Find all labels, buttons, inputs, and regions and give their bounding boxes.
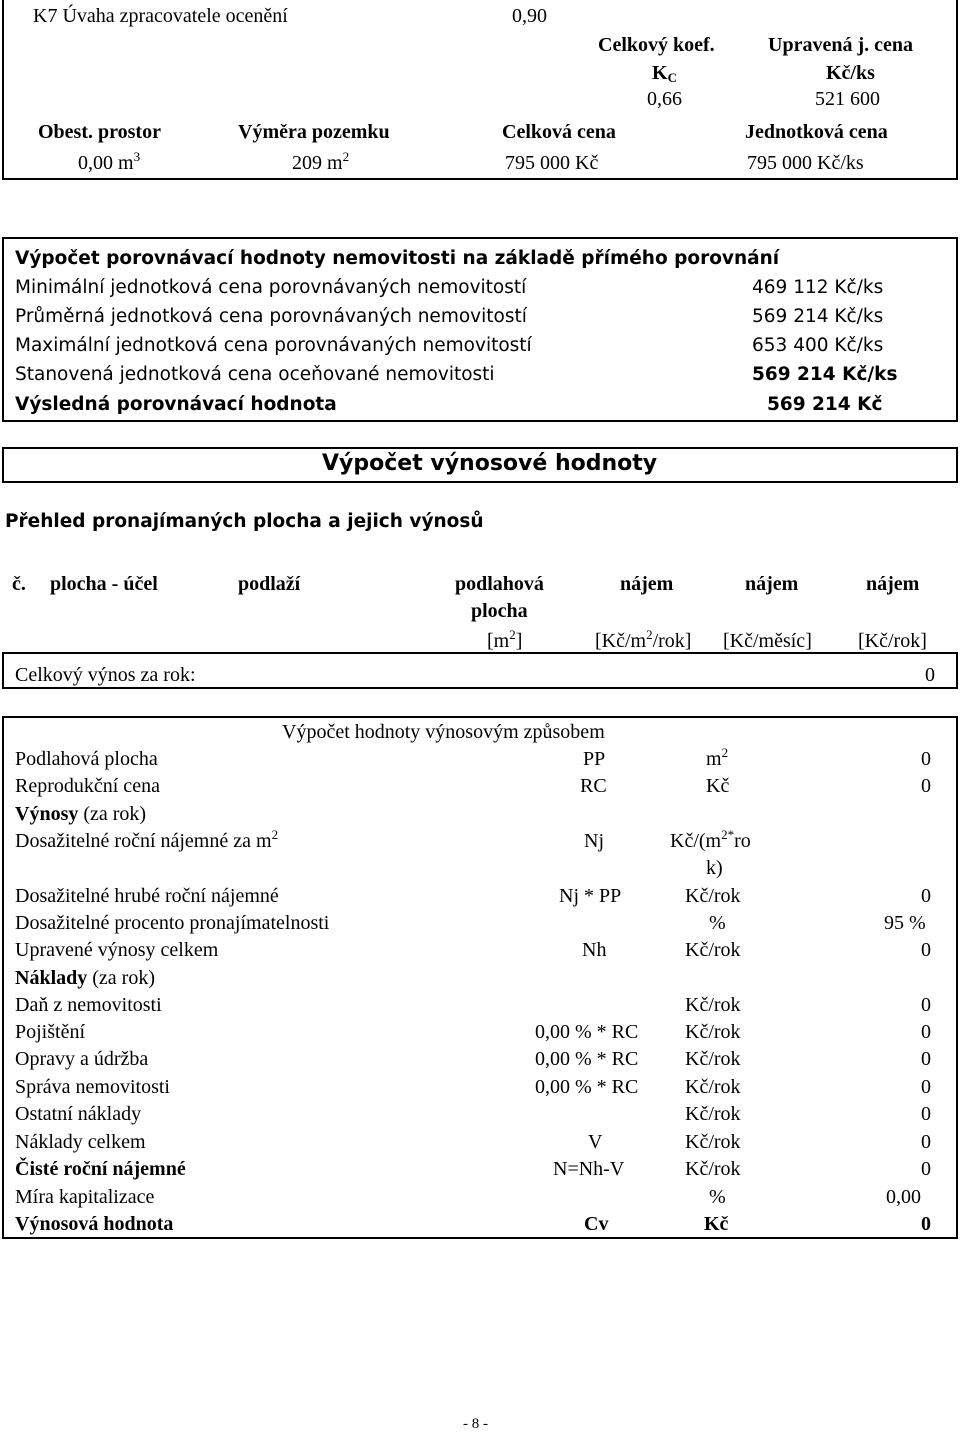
comparison-vysledna-value: 569 214 Kč (767, 394, 883, 415)
comparison-max-label: Maximální jednotková cena porovnávaných nemovitostí (15, 335, 532, 356)
celkova-cena-value: 795 000 Kč (505, 152, 599, 174)
col-header-plocha: plocha (471, 600, 528, 622)
total-income-value: 0 (925, 664, 935, 686)
col-header-najem-2: nájem (745, 573, 799, 595)
header-obest-prostor: Obest. prostor (38, 121, 161, 143)
k7-label: K7 Úvaha zpracovatele ocenění (33, 5, 288, 27)
row-sprava-label: Správa nemovitosti (15, 1076, 170, 1098)
k7-value: 0,90 (512, 5, 547, 27)
row-naklady-celkem-unit: Kč/rok (685, 1131, 741, 1153)
row-vynosova-hodnota-label: Výnosová hodnota (15, 1213, 174, 1235)
row-naklady-heading: Náklady (za rok) (15, 967, 155, 989)
row-hrube-najemne-label: Dosažitelné hrubé roční nájemné (15, 885, 279, 907)
row-pojisteni-label: Pojištění (15, 1021, 86, 1043)
comparison-avg-value: 569 214 Kč/ks (752, 306, 884, 327)
row-sprava-value: 0 (921, 1076, 931, 1098)
row-hrube-najemne-formula: Nj * PP (559, 885, 622, 907)
comparison-avg-label: Průměrná jednotková cena porovnávaných nemovitostí (15, 306, 527, 327)
income-method-title: Výpočet hodnoty výnosovým způsobem (282, 721, 605, 743)
comparison-vysledna-label: Výsledná porovnávací hodnota (15, 394, 337, 415)
row-podlahova-plocha-label: Podlahová plocha (15, 748, 158, 770)
top-box-right-border (956, 0, 958, 180)
comparison-max-value: 653 400 Kč/ks (752, 335, 884, 356)
row-opravy-unit: Kč/rok (685, 1048, 741, 1070)
row-sprava-unit: Kč/rok (685, 1076, 741, 1098)
col-header-najem-3: nájem (866, 573, 920, 595)
row-ciste-najemne-label: Čisté roční nájemné (15, 1158, 186, 1180)
col-header-najem-1: nájem (620, 573, 674, 595)
comparison-min-label: Minimální jednotková cena porovnávaných nemovitostí (15, 277, 527, 298)
row-opravy-value: 0 (921, 1048, 931, 1070)
obest-prostor-value: 0,00 $m^3$ (78, 149, 141, 174)
col-header-plocha-ucel: plocha - účel (50, 573, 158, 595)
row-upravene-vynosy-unit: Kč/rok (685, 939, 741, 961)
comparison-stanovena-label: Stanovená jednotková cena oceňované nemovitosti (15, 364, 495, 385)
row-dan-label: Daň z nemovitosti (15, 994, 162, 1016)
comparison-min-value: 469 112 Kč/ks (752, 277, 884, 298)
row-hrube-najemne-unit: Kč/rok (685, 885, 741, 907)
row-opravy-label: Opravy a údržba (15, 1048, 149, 1070)
row-dan-value: 0 (921, 994, 931, 1016)
row-pojisteni-unit: Kč/rok (685, 1021, 741, 1043)
row-najemne-za-m2-unit-line2: k) (706, 857, 723, 879)
row-najemne-za-m2-unit: $Kč/(m^{2*}ro$ (670, 827, 751, 852)
row-naklady-celkem-label: Náklady celkem (15, 1131, 146, 1153)
upravena-cena-unit: Kč/ks (826, 62, 875, 84)
row-opravy-formula: 0,00 % * RC (535, 1048, 639, 1070)
row-ostatni-naklady-value: 0 (921, 1103, 931, 1125)
col-header-podlahova: podlahová (455, 573, 544, 595)
row-ciste-najemne-value: 0 (921, 1158, 931, 1180)
row-hrube-najemne-value: 0 (921, 885, 931, 907)
row-procento-pronajimatelnosti-label: Dosažitelné procento pronajímatelnosti (15, 912, 330, 934)
header-celkova-cena: Celková cena (502, 121, 616, 143)
yield-heading: Výpočet výnosové hodnoty (322, 451, 658, 476)
row-dan-unit: Kč/rok (685, 994, 741, 1016)
row-mira-kapitalizace-label: Míra kapitalizace (15, 1186, 155, 1208)
row-naklady-celkem-formula: V (588, 1131, 603, 1153)
upravena-cena-value: 521 600 (815, 88, 880, 110)
row-pojisteni-formula: 0,00 % * RC (535, 1021, 639, 1043)
row-podlahova-plocha-formula: PP (583, 748, 606, 770)
row-ciste-najemne-unit: Kč/rok (685, 1158, 741, 1180)
page-number: - 8 - (463, 1416, 488, 1432)
row-reprodukcni-cena-label: Reprodukční cena (15, 775, 160, 797)
yield-subheading: Přehled pronajímaných plocha a jejich výnosů (5, 511, 484, 532)
header-jednotkova-cena: Jednotková cena (745, 121, 888, 143)
comparison-title: Výpočet porovnávací hodnoty nemovitosti na základě přímého porovnání (15, 248, 780, 269)
col-header-podlazi: podlaží (238, 573, 301, 595)
row-upravene-vynosy-formula: Nh (582, 939, 607, 961)
row-reprodukcni-cena-unit: Kč (706, 775, 730, 797)
row-podlahova-plocha-unit: $m^2$ (706, 745, 729, 770)
row-procento-pronajimatelnosti-unit: % (709, 912, 726, 934)
header-vymera-pozemku: Výměra pozemku (238, 121, 390, 143)
row-upravene-vynosy-label: Upravené výnosy celkem (15, 939, 219, 961)
row-vynosova-hodnota-formula: Cv (584, 1213, 609, 1235)
celkovy-koef-label: Celkový koef. (598, 34, 715, 56)
row-vynosova-hodnota-value: 0 (921, 1213, 931, 1235)
upravena-cena-label: Upravená j. cena (768, 34, 913, 56)
col-header-c: č. (12, 573, 26, 595)
row-podlahova-plocha-value: 0 (921, 748, 931, 770)
row-najemne-za-m2-label: Dosažitelné roční nájemné za $m^2$ (15, 827, 279, 852)
top-box-bottom-border (2, 178, 958, 180)
top-box-left-border (2, 0, 4, 180)
kc-label: $K_C$ (652, 62, 677, 85)
jednotkova-cena-value: 795 000 Kč/ks (747, 152, 864, 174)
row-ostatni-naklady-label: Ostatní náklady (15, 1103, 142, 1125)
unit-kc-mesic: [Kč/měsíc] (723, 630, 812, 652)
vymera-pozemku-value: 209 $m^2$ (292, 149, 350, 174)
row-ostatni-naklady-unit: Kč/rok (685, 1103, 741, 1125)
row-procento-pronajimatelnosti-value: 95 % (884, 912, 926, 934)
row-pojisteni-value: 0 (921, 1021, 931, 1043)
row-najemne-za-m2-formula: Nj (584, 830, 604, 852)
row-naklady-celkem-value: 0 (921, 1131, 931, 1153)
row-vynosy-heading: Výnosy (za rok) (15, 803, 147, 825)
kc-value: 0,66 (647, 88, 682, 110)
row-ciste-najemne-formula: N=Nh-V (553, 1158, 625, 1180)
row-mira-kapitalizace-value: 0,00 (886, 1186, 921, 1208)
row-upravene-vynosy-value: 0 (921, 939, 931, 961)
unit-kc-m2-rok: $[Kč/m^2/rok]$ (595, 627, 692, 652)
row-reprodukcni-cena-formula: RC (580, 775, 607, 797)
row-vynosova-hodnota-unit: Kč (704, 1213, 729, 1235)
row-reprodukcni-cena-value: 0 (921, 775, 931, 797)
unit-kc-rok: [Kč/rok] (858, 630, 927, 652)
row-sprava-formula: 0,00 % * RC (535, 1076, 639, 1098)
total-income-label: Celkový výnos za rok: (15, 664, 196, 686)
unit-m2: $[m^2]$ (487, 627, 523, 652)
comparison-stanovena-value: 569 214 Kč/ks (752, 364, 898, 385)
row-mira-kapitalizace-unit: % (709, 1186, 726, 1208)
